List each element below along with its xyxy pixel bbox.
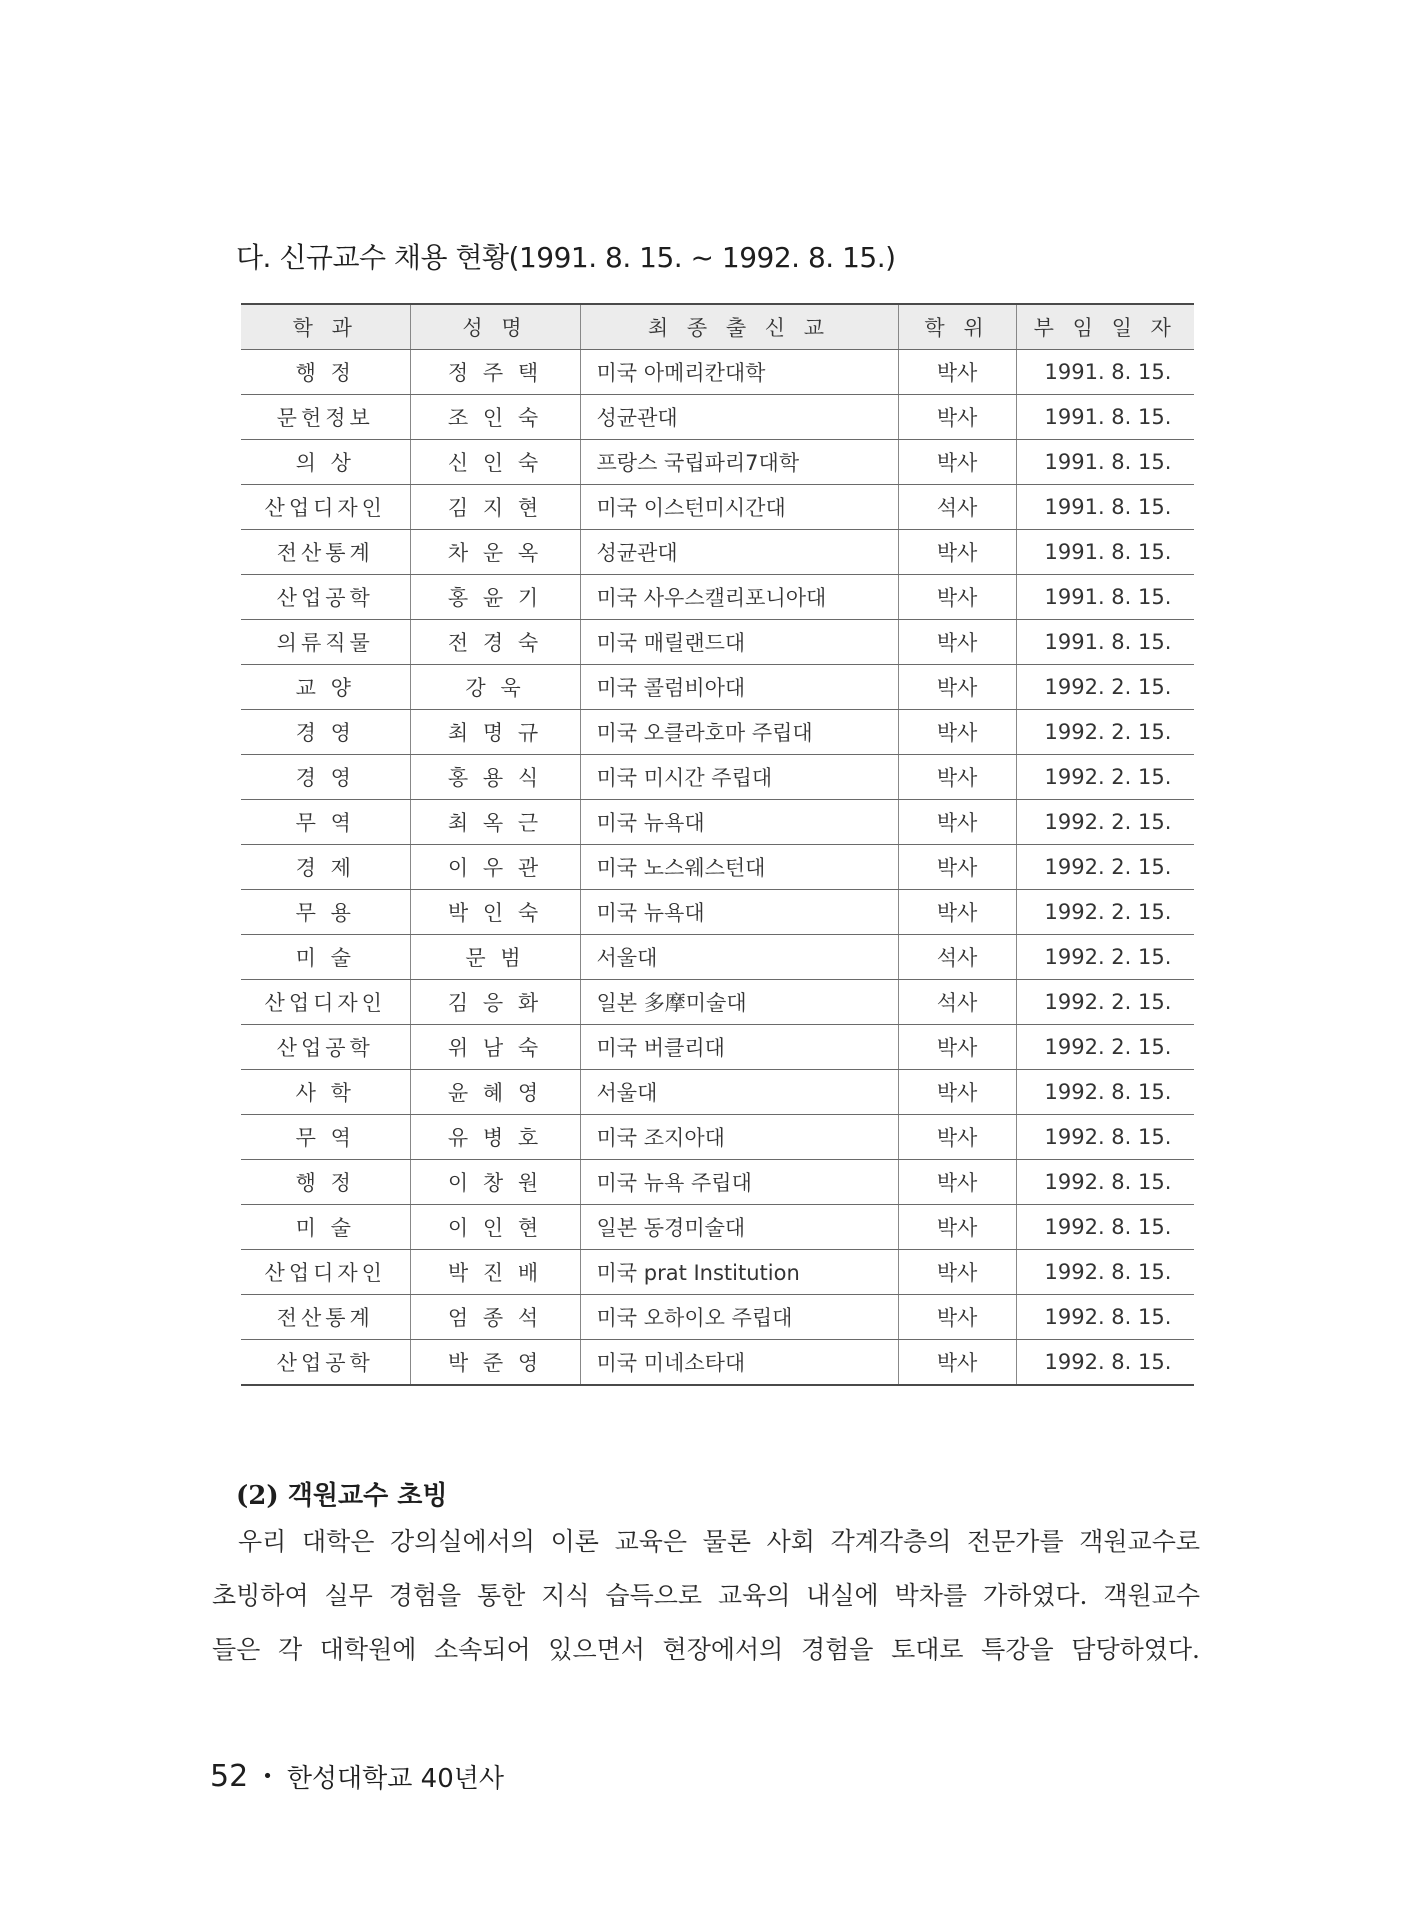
cell-name: 김 지 현 <box>410 485 580 530</box>
cell-department: 사 학 <box>241 1070 410 1115</box>
subsection-heading: (2) 객원교수 초빙 <box>236 1481 448 1511</box>
cell-degree: 석사 <box>898 980 1016 1025</box>
cell-name: 위 남 숙 <box>410 1025 580 1070</box>
cell-appointment-date: 1991. 8. 15. <box>1016 350 1194 395</box>
cell-department: 산업공학 <box>241 1025 410 1070</box>
cell-degree: 박사 <box>898 755 1016 800</box>
cell-appointment-date: 1992. 2. 15. <box>1016 935 1194 980</box>
cell-degree: 박사 <box>898 1070 1016 1115</box>
cell-department: 미 술 <box>241 935 410 980</box>
cell-degree: 박사 <box>898 665 1016 710</box>
table-row <box>241 1295 1194 1340</box>
cell-final-school: 일본 多摩미술대 <box>580 980 898 1025</box>
cell-department: 행 정 <box>241 350 410 395</box>
table-row <box>241 1250 1194 1295</box>
cell-degree: 박사 <box>898 1205 1016 1250</box>
cell-degree: 박사 <box>898 1115 1016 1160</box>
cell-degree: 석사 <box>898 485 1016 530</box>
cell-appointment-date: 1992. 2. 15. <box>1016 800 1194 845</box>
table-row <box>241 395 1194 440</box>
cell-department: 행 정 <box>241 1160 410 1205</box>
cell-final-school: 미국 매릴랜드대 <box>580 620 898 665</box>
table-header-row <box>241 304 1194 350</box>
cell-final-school: 미국 콜럼비아대 <box>580 665 898 710</box>
table-row <box>241 980 1194 1025</box>
cell-final-school: 미국 오클라호마 주립대 <box>580 710 898 755</box>
cell-name: 이 창 원 <box>410 1160 580 1205</box>
cell-degree: 박사 <box>898 1025 1016 1070</box>
cell-department: 무 역 <box>241 1115 410 1160</box>
cell-appointment-date: 1992. 8. 15. <box>1016 1295 1194 1340</box>
cell-department: 경 영 <box>241 755 410 800</box>
cell-name: 박 인 숙 <box>410 890 580 935</box>
cell-appointment-date: 1992. 2. 15. <box>1016 845 1194 890</box>
cell-final-school: 미국 노스웨스턴대 <box>580 845 898 890</box>
cell-final-school: 미국 오하이오 주립대 <box>580 1295 898 1340</box>
cell-department: 산업공학 <box>241 1340 410 1386</box>
table-row <box>241 845 1194 890</box>
cell-name: 이 인 현 <box>410 1205 580 1250</box>
cell-final-school: 미국 사우스캘리포니아대 <box>580 575 898 620</box>
section-title: 다. 신규교수 채용 현황(1991. 8. 15. ~ 1992. 8. 15.) <box>236 241 896 274</box>
cell-appointment-date: 1992. 8. 15. <box>1016 1070 1194 1115</box>
cell-department: 경 제 <box>241 845 410 890</box>
cell-department: 미 술 <box>241 1205 410 1250</box>
cell-name: 정 주 택 <box>410 350 580 395</box>
cell-final-school: 서울대 <box>580 935 898 980</box>
cell-final-school: 일본 동경미술대 <box>580 1205 898 1250</box>
cell-department: 전산통계 <box>241 1295 410 1340</box>
cell-appointment-date: 1992. 8. 15. <box>1016 1160 1194 1205</box>
header-name: 성 명 <box>410 304 580 350</box>
cell-degree: 박사 <box>898 440 1016 485</box>
cell-appointment-date: 1991. 8. 15. <box>1016 440 1194 485</box>
cell-department: 경 영 <box>241 710 410 755</box>
cell-appointment-date: 1991. 8. 15. <box>1016 395 1194 440</box>
cell-department: 교 양 <box>241 665 410 710</box>
cell-appointment-date: 1991. 8. 15. <box>1016 485 1194 530</box>
table-row <box>241 440 1194 485</box>
cell-name: 박 준 영 <box>410 1340 580 1386</box>
cell-department: 전산통계 <box>241 530 410 575</box>
table-row <box>241 665 1194 710</box>
cell-name: 유 병 호 <box>410 1115 580 1160</box>
table-row <box>241 935 1194 980</box>
header-department: 학 과 <box>241 304 410 350</box>
cell-appointment-date: 1992. 2. 15. <box>1016 665 1194 710</box>
cell-appointment-date: 1991. 8. 15. <box>1016 530 1194 575</box>
cell-name: 홍 용 식 <box>410 755 580 800</box>
header-degree: 학 위 <box>898 304 1016 350</box>
cell-final-school: 미국 prat Institution <box>580 1250 898 1295</box>
cell-name: 엄 종 석 <box>410 1295 580 1340</box>
cell-name: 김 응 화 <box>410 980 580 1025</box>
cell-appointment-date: 1992. 8. 15. <box>1016 1205 1194 1250</box>
cell-degree: 박사 <box>898 800 1016 845</box>
cell-appointment-date: 1992. 2. 15. <box>1016 1025 1194 1070</box>
cell-degree: 박사 <box>898 575 1016 620</box>
table-row <box>241 1115 1194 1160</box>
cell-final-school: 서울대 <box>580 1070 898 1115</box>
cell-final-school: 프랑스 국립파리7대학 <box>580 440 898 485</box>
cell-final-school: 미국 아메리칸대학 <box>580 350 898 395</box>
cell-appointment-date: 1992. 8. 15. <box>1016 1115 1194 1160</box>
book-title: 한성대학교 40년사 <box>286 1764 504 1794</box>
cell-name: 최 명 규 <box>410 710 580 755</box>
table-row <box>241 800 1194 845</box>
cell-final-school: 미국 뉴욕대 <box>580 890 898 935</box>
cell-final-school: 미국 미시간 주립대 <box>580 755 898 800</box>
cell-degree: 박사 <box>898 350 1016 395</box>
paragraph-line: 우리 대학은 강의실에서의 이론 교육은 물론 사회 각계각층의 전문가를 객원교수로 <box>238 1527 1200 1556</box>
cell-degree: 박사 <box>898 620 1016 665</box>
cell-appointment-date: 1992. 2. 15. <box>1016 755 1194 800</box>
cell-department: 의 상 <box>241 440 410 485</box>
table-row <box>241 575 1194 620</box>
cell-degree: 박사 <box>898 1295 1016 1340</box>
cell-department: 산업디자인 <box>241 485 410 530</box>
cell-degree: 박사 <box>898 845 1016 890</box>
cell-final-school: 성균관대 <box>580 530 898 575</box>
cell-appointment-date: 1992. 8. 15. <box>1016 1340 1194 1386</box>
cell-degree: 박사 <box>898 1340 1016 1386</box>
cell-name: 이 우 관 <box>410 845 580 890</box>
cell-appointment-date: 1992. 2. 15. <box>1016 980 1194 1025</box>
table-row <box>241 890 1194 935</box>
cell-name: 윤 혜 영 <box>410 1070 580 1115</box>
body-paragraph <box>212 1515 1200 1677</box>
cell-name: 강 욱 <box>410 665 580 710</box>
cell-final-school: 미국 미네소타대 <box>580 1340 898 1386</box>
table-row <box>241 350 1194 395</box>
cell-department: 문헌정보 <box>241 395 410 440</box>
table-row <box>241 485 1194 530</box>
header-final-school: 최 종 출 신 교 <box>580 304 898 350</box>
cell-name: 박 진 배 <box>410 1250 580 1295</box>
cell-name: 최 옥 근 <box>410 800 580 845</box>
cell-degree: 박사 <box>898 1250 1016 1295</box>
cell-name: 신 인 숙 <box>410 440 580 485</box>
cell-degree: 박사 <box>898 1160 1016 1205</box>
cell-degree: 박사 <box>898 710 1016 755</box>
cell-degree: 박사 <box>898 530 1016 575</box>
cell-name: 홍 윤 기 <box>410 575 580 620</box>
cell-final-school: 성균관대 <box>580 395 898 440</box>
cell-name: 조 인 숙 <box>410 395 580 440</box>
cell-final-school: 미국 버클리대 <box>580 1025 898 1070</box>
cell-appointment-date: 1992. 2. 15. <box>1016 710 1194 755</box>
cell-department: 산업디자인 <box>241 980 410 1025</box>
cell-department: 산업공학 <box>241 575 410 620</box>
cell-department: 무 역 <box>241 800 410 845</box>
page-footer <box>210 1758 504 1795</box>
cell-appointment-date: 1992. 2. 15. <box>1016 890 1194 935</box>
header-appointment-date: 부 임 일 자 <box>1016 304 1194 350</box>
paragraph-line: 초빙하여 실무 경험을 통한 지식 습득으로 교육의 내실에 박차를 가하였다. 객원교수 <box>212 1581 1200 1610</box>
cell-final-school: 미국 조지아대 <box>580 1115 898 1160</box>
table-row <box>241 1340 1194 1386</box>
table-row <box>241 755 1194 800</box>
cell-department: 의류직물 <box>241 620 410 665</box>
cell-name: 문 범 <box>410 935 580 980</box>
new-faculty-table <box>241 303 1194 1386</box>
cell-final-school: 미국 뉴욕 주립대 <box>580 1160 898 1205</box>
table-row <box>241 710 1194 755</box>
page-number: 52 <box>210 1759 249 1794</box>
cell-appointment-date: 1991. 8. 15. <box>1016 575 1194 620</box>
cell-appointment-date: 1992. 8. 15. <box>1016 1250 1194 1295</box>
cell-department: 산업디자인 <box>241 1250 410 1295</box>
cell-appointment-date: 1991. 8. 15. <box>1016 620 1194 665</box>
table-row <box>241 620 1194 665</box>
cell-degree: 석사 <box>898 935 1016 980</box>
cell-degree: 박사 <box>898 890 1016 935</box>
cell-department: 무 용 <box>241 890 410 935</box>
table-row <box>241 1070 1194 1115</box>
cell-name: 차 운 옥 <box>410 530 580 575</box>
cell-final-school: 미국 이스턴미시간대 <box>580 485 898 530</box>
cell-final-school: 미국 뉴욕대 <box>580 800 898 845</box>
table-row <box>241 1025 1194 1070</box>
table-body <box>241 350 1194 1386</box>
bullet-separator: • <box>262 1766 273 1787</box>
table-row <box>241 530 1194 575</box>
cell-name: 전 경 숙 <box>410 620 580 665</box>
paragraph-line: 들은 각 대학원에 소속되어 있으면서 현장에서의 경험을 토대로 특강을 담당하였다. <box>212 1635 1200 1664</box>
table-row <box>241 1160 1194 1205</box>
cell-degree: 박사 <box>898 395 1016 440</box>
table-row <box>241 1205 1194 1250</box>
